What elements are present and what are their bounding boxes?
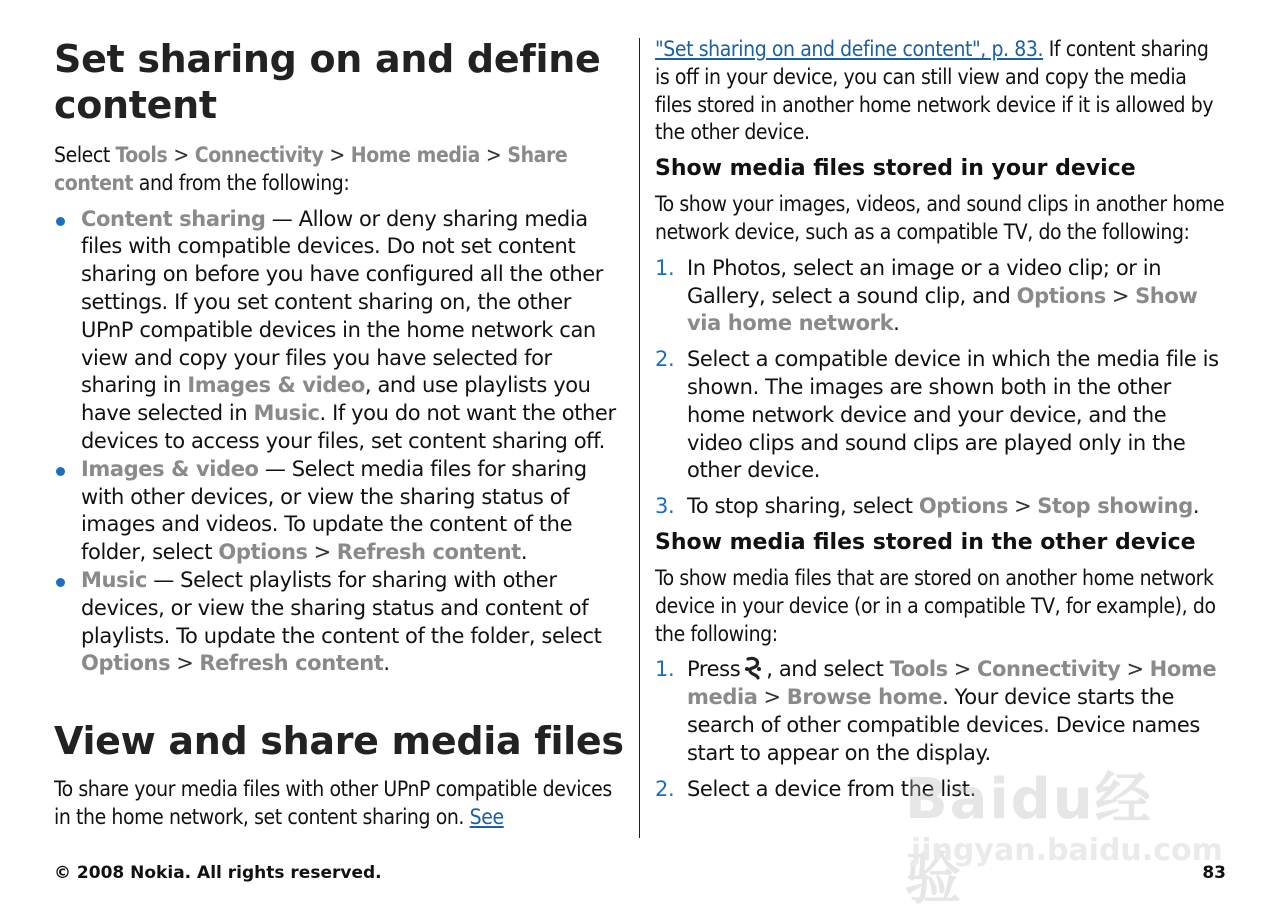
menu-home-media: Home media — [687, 657, 1217, 710]
menu-refresh-content: Refresh content — [199, 651, 384, 676]
step-end: . — [893, 311, 900, 336]
term-content-sharing: Content sharing — [81, 206, 266, 231]
sep: > — [485, 143, 502, 167]
menu-browse-home: Browse home — [786, 685, 943, 710]
item-end: . — [520, 540, 528, 565]
menu-share-content: Share content — [54, 143, 568, 195]
step-text: . Your device starts the search of other compatible devices. Device names start to appear on the display. — [687, 685, 1200, 765]
sep: > — [763, 685, 781, 710]
menu-options: Options — [218, 540, 308, 565]
menu-stop-showing: Stop showing — [1037, 494, 1193, 519]
step-text: Select a compatible device in which the media file is shown. The images are shown both in the other home network device and your device, and the video clips and sound clips are played only in the other device. — [687, 347, 1219, 483]
menu-tools: Tools — [889, 657, 948, 682]
section-title-view-share: View and share media files — [54, 719, 624, 764]
menu-connectivity: Connectivity — [976, 657, 1121, 682]
step-number: 2. — [655, 347, 675, 372]
item-text: — Allow or deny sharing media files with compatible devices. Do not set content sharing on before you have configured all the other settings. If you set content sharing on, the other UPnP compatible devices in the home network can view and copy your files you have selected for sharing in — [81, 206, 604, 398]
term-music: Music — [81, 567, 147, 592]
step-number: 1. — [655, 657, 675, 682]
menu-show-via-home: Show via home network — [687, 283, 1198, 336]
paragraph-text: If content sharing is off in your device, you can still view and copy the media files stored in another home network device if it is allowed by the other device. — [655, 37, 1214, 145]
sep: > — [1111, 283, 1130, 308]
menu-options: Options — [918, 494, 1009, 519]
watermark-logo-text: Baidu经验 — [905, 767, 1153, 912]
item-text: , and use playlists you have selected in — [81, 373, 591, 426]
step-text: Select a device from the list. — [687, 776, 976, 801]
sep: > — [173, 143, 189, 167]
step-number: 2. — [655, 776, 675, 801]
step-number: 1. — [655, 255, 675, 280]
show-other-intro: To show media files that are stored on another home network device in your device (or in a compatible TV, for example), do the following: — [655, 565, 1216, 646]
sep: > — [329, 143, 345, 167]
left-column — [54, 36, 624, 832]
step-text: , and select — [766, 657, 890, 682]
item-text: — Select playlists for sharing with other devices, or view the sharing status and content of playlists. To update the content of the folder, select — [81, 567, 602, 648]
list-item — [54, 206, 624, 456]
term-music: Music — [253, 401, 320, 426]
sep: > — [1126, 657, 1144, 682]
intro-rest: and from the following: — [138, 170, 350, 195]
menu-tools: Tools — [115, 143, 168, 167]
watermark-url: jingyan.baidu.com — [911, 833, 1223, 868]
step-number: 3. — [655, 494, 675, 519]
see-link[interactable]: See — [469, 804, 504, 829]
sep: > — [176, 651, 194, 676]
item-end: . — [383, 651, 390, 676]
bullet-icon — [56, 467, 65, 476]
menu-options: Options — [1016, 283, 1106, 308]
section-title-sharing: Set sharing on and define content — [54, 37, 601, 127]
list-item — [54, 456, 624, 567]
paragraph-text: To share your media files with other UPnP compatible devices in the home network, set content sharing on. — [54, 777, 612, 829]
menu-options: Options — [81, 651, 171, 676]
show-own-intro: To show your images, videos, and sound clips in another home network device, such as a compatible TV, do the following: — [655, 192, 1225, 244]
step-text: Press — [687, 657, 741, 682]
step-item — [655, 493, 1227, 521]
heading-show-own-device: Show media files stored in your device — [655, 156, 1136, 182]
menu-key-icon — [744, 656, 762, 682]
footer-page-number: 83 — [1202, 863, 1226, 883]
item-text: . If you do not want the other devices to access your files, set content sharing off. — [81, 401, 616, 453]
menu-connectivity: Connectivity — [194, 143, 324, 167]
step-text: To stop sharing, select — [687, 494, 919, 519]
term-images-video: Images & video — [187, 373, 365, 398]
column-divider — [639, 38, 640, 838]
heading-show-other-device: Show media files stored in the other device — [655, 529, 1196, 555]
sep: > — [313, 540, 331, 565]
list-item — [54, 567, 624, 678]
view-share-paragraph — [54, 776, 624, 832]
bullet-icon — [56, 217, 65, 226]
cross-reference-link[interactable]: "Set sharing on and define content", p. 83. — [655, 37, 1044, 61]
bullet-icon — [56, 578, 65, 587]
options-list — [54, 206, 624, 679]
steps-list-own — [655, 255, 1227, 521]
continued-paragraph — [655, 36, 1227, 147]
step-text: In Photos, select an image or a video clip; or in Gallery, select a sound clip, and — [687, 255, 1162, 308]
intro-paragraph — [54, 142, 624, 198]
term-images-video: Images & video — [81, 456, 259, 481]
intro-select: Select — [54, 143, 110, 167]
menu-refresh-content: Refresh content — [336, 540, 521, 565]
right-column — [655, 36, 1227, 803]
footer-copyright: © 2008 Nokia. All rights reserved. — [54, 863, 382, 883]
step-end: . — [1192, 494, 1200, 519]
sep: > — [953, 657, 971, 682]
step-item — [655, 255, 1227, 338]
menu-home-media: Home media — [350, 143, 480, 167]
item-text: — Select media files for sharing with other devices, or view the sharing status of images and videos. To update the content of the folder, select — [81, 456, 587, 565]
sep: > — [1014, 494, 1032, 519]
step-item — [655, 346, 1227, 485]
